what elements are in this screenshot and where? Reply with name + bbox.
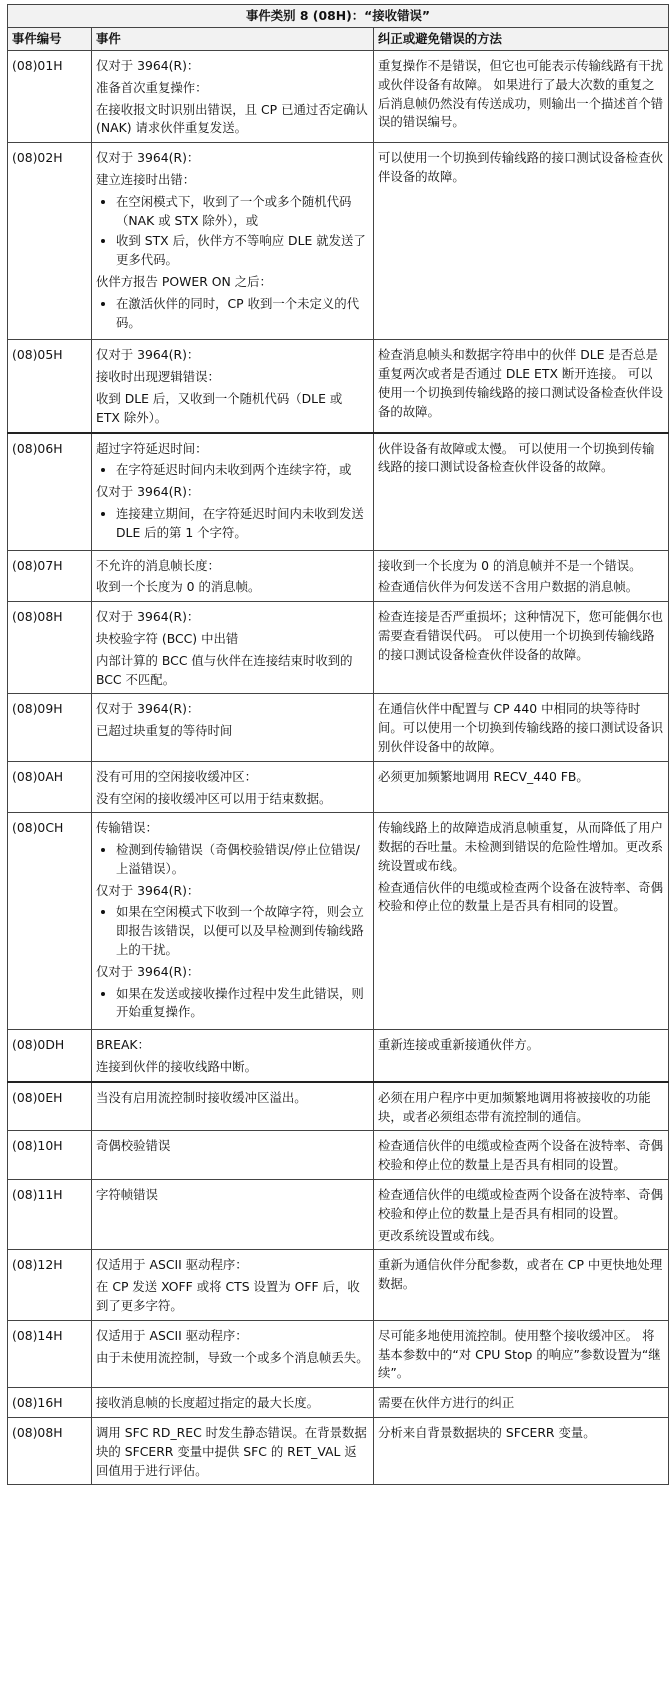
bullet-list <box>96 985 369 1023</box>
cell-paragraph: 更改系统设置或布线。 <box>378 1227 502 1243</box>
cell-paragraph: 传输线路上的故障造成消息帧重复，从而降低了用户数据的吞吐量。未检测到错误的危险性增加。更改系统设置或布线。 <box>378 820 663 873</box>
cell-paragraph: 可以使用一个切换到传输线路的接口测试设备检查伙伴设备的故障。 <box>378 150 663 184</box>
event-number-cell: (08)05H <box>8 340 92 433</box>
cell-paragraph: 仅对于 3964(R)： <box>96 484 200 500</box>
cell-paragraph: 在通信伙伴中配置与 CP 440 中相同的块等待时间。可以使用一个切换到传输线路的接口测试设备识别伙伴设备中的故障。 <box>378 701 663 754</box>
remedy-cell <box>374 1030 669 1082</box>
bullet-list <box>96 505 369 543</box>
bullet-list <box>96 841 369 879</box>
remedy-cell <box>374 433 669 550</box>
remedy-cell <box>374 602 669 694</box>
cell-paragraph: 没有空闲的接收缓冲区可以用于结束数据。 <box>96 790 332 806</box>
event-number-cell: (08)01H <box>8 51 92 143</box>
remedy-cell <box>374 1180 669 1250</box>
event-cell <box>92 550 374 602</box>
cell-paragraph: 收到 DLE 后，又收到一个随机代码（DLE 或 ETX 除外）。 <box>96 390 343 425</box>
cell-paragraph: 不允许的消息帧长度： <box>96 557 220 573</box>
cell-paragraph: 需要在伙伴方进行的纠正 <box>378 1395 515 1411</box>
table-body <box>8 51 669 1485</box>
table-row <box>8 694 669 761</box>
table-row <box>8 51 669 143</box>
cell-paragraph: 收到一个长度为 0 的消息帧。 <box>96 579 261 595</box>
cell-paragraph: 检查消息帧头和数据字符串中的伙伴 DLE 是否总是重复两次或者是否通过 DLE ETX 断开连接。 可以使用一个切换到传输线路的接口测试设备检查伙伴设备的故障。 <box>378 347 663 419</box>
event-number-cell: (08)10H <box>8 1131 92 1180</box>
cell-paragraph: 当没有启用流控制时接收缓冲区溢出。 <box>96 1089 307 1105</box>
cell-paragraph: 检查通信伙伴的电缆或检查两个设备在波特率、奇偶校验和停止位的数量上是否具有相同的设置。 <box>378 879 663 914</box>
event-cell <box>92 433 374 550</box>
bullet-item: • 在空闲模式下，收到了一个或多个随机代码（NAK 或 STX 除外），或 <box>116 193 369 231</box>
cell-paragraph: 仅对于 3964(R)： <box>96 882 200 898</box>
event-cell <box>92 1250 374 1320</box>
cell-paragraph: 在接收报文时识别出错误，且 CP 已通过否定确认 (NAK) 请求伙伴重复发送。 <box>96 101 368 136</box>
event-cell <box>92 143 374 340</box>
cell-paragraph: 检查通信伙伴为何发送不含用户数据的消息帧。 <box>378 579 639 595</box>
remedy-cell <box>374 1131 669 1180</box>
table-title: 事件类别 8 (08H)：“接收错误” <box>8 5 669 28</box>
cell-paragraph: 接收消息帧的长度超过指定的最大长度。 <box>96 1395 320 1411</box>
event-cell <box>92 1320 374 1387</box>
remedy-cell <box>374 761 669 813</box>
table-row <box>8 340 669 433</box>
cell-paragraph: 已超过块重复的等待时间 <box>96 723 233 739</box>
cell-paragraph: 伙伴方报告 POWER ON 之后： <box>96 273 272 289</box>
table-row <box>8 1180 669 1250</box>
cell-paragraph: 必须在用户程序中更加频繁地调用将被接收的功能块，或者必须组态带有流控制的通信。 <box>378 1089 651 1124</box>
event-number-cell: (08)14H <box>8 1320 92 1387</box>
event-number-cell: (08)0AH <box>8 761 92 813</box>
remedy-cell <box>374 51 669 143</box>
error-table-container <box>7 4 668 1485</box>
cell-paragraph: BREAK： <box>96 1037 150 1053</box>
cell-paragraph: 连接到伙伴的接收线路中断。 <box>96 1059 258 1075</box>
event-cell <box>92 813 374 1030</box>
event-cell <box>92 1131 374 1180</box>
table-row <box>8 813 669 1030</box>
cell-paragraph: 没有可用的空闲接收缓冲区： <box>96 768 258 784</box>
bullet-list <box>96 193 369 270</box>
cell-paragraph: 尽可能多地使用流控制。使用整个接收缓冲区。 将基本参数中的“对 CPU Stop 的响应”参数设置为“继续”。 <box>378 1327 661 1381</box>
cell-paragraph: 重新为通信伙伴分配参数，或者在 CP 中更快地处理数据。 <box>378 1257 663 1292</box>
cell-paragraph: 分析来自背景数据块的 SFCERR 变量。 <box>378 1425 596 1441</box>
table-row <box>8 761 669 813</box>
event-number-cell: (08)0EH <box>8 1082 92 1131</box>
header-event: 事件 <box>92 28 374 51</box>
cell-paragraph: 接收时出现逻辑错误： <box>96 369 220 385</box>
remedy-cell <box>374 1250 669 1320</box>
table-header-row <box>8 28 669 51</box>
remedy-cell <box>374 1082 669 1131</box>
event-cell <box>92 51 374 143</box>
event-number-cell: (08)07H <box>8 550 92 602</box>
bullet-item: • 如果在发送或接收操作过程中发生此错误，则开始重复操作。 <box>116 985 369 1023</box>
cell-paragraph: 必须更加频繁地调用 RECV_440 FB。 <box>378 768 589 784</box>
event-cell <box>92 1030 374 1082</box>
table-title-row <box>8 5 669 28</box>
table-row <box>8 1082 669 1131</box>
cell-paragraph: 仅对于 3964(R)： <box>96 701 200 717</box>
table-row <box>8 1388 669 1418</box>
event-number-cell: (08)16H <box>8 1388 92 1418</box>
table-row <box>8 1250 669 1320</box>
cell-paragraph: 准备首次重复操作： <box>96 79 208 95</box>
event-number-cell: (08)06H <box>8 433 92 550</box>
event-number-cell: (08)08H <box>8 602 92 694</box>
event-number-cell: (08)11H <box>8 1180 92 1250</box>
cell-paragraph: 重复操作不是错误，但它也可能表示传输线路有干扰或伙伴设备有故障。 如果进行了最大次数的重复之后消息帧仍然没有传送成功，则输出一个描述首个错误的错误编号。 <box>378 58 663 130</box>
bullet-list <box>96 903 369 959</box>
cell-paragraph: 建立连接时出错： <box>96 171 196 187</box>
event-cell <box>92 1388 374 1418</box>
cell-paragraph: 仅适用于 ASCII 驱动程序： <box>96 1257 248 1273</box>
table-row <box>8 550 669 602</box>
event-number-cell: (08)0DH <box>8 1030 92 1082</box>
remedy-cell <box>374 143 669 340</box>
cell-paragraph: 仅对于 3964(R)： <box>96 609 200 625</box>
cell-paragraph: 仅对于 3964(R)： <box>96 58 200 73</box>
event-number-cell: (08)02H <box>8 143 92 340</box>
remedy-cell <box>374 1388 669 1418</box>
event-cell <box>92 761 374 813</box>
table-row <box>8 1320 669 1387</box>
bullet-item: • 连接建立期间，在字符延迟时间内未收到发送 DLE 后的第 1 个字符。 <box>116 505 369 543</box>
table-row <box>8 433 669 550</box>
cell-paragraph: 块校验字符 (BCC) 中出错 <box>96 630 239 646</box>
remedy-cell <box>374 550 669 602</box>
bullet-item: • 在字符延迟时间内未收到两个连续字符，或 <box>116 461 369 480</box>
bullet-list <box>96 295 369 333</box>
header-remedy: 纠正或避免错误的方法 <box>374 28 669 51</box>
receive-error-table <box>7 4 669 1485</box>
cell-paragraph: 仅对于 3964(R)： <box>96 347 200 363</box>
event-cell <box>92 1082 374 1131</box>
cell-paragraph: 仅适用于 ASCII 驱动程序： <box>96 1327 248 1343</box>
event-number-cell: (08)12H <box>8 1250 92 1320</box>
event-cell <box>92 602 374 694</box>
bullet-list <box>96 461 369 480</box>
cell-paragraph: 检查连接是否严重损坏；这种情况下，您可能偶尔也需要查看错误代码。 可以使用一个切换到传输线路的接口测试设备检查伙伴设备的故障。 <box>378 609 663 662</box>
bullet-item: • 在激活伙伴的同时，CP 收到一个未定义的代码。 <box>116 295 369 333</box>
event-number-cell: (08)08H <box>8 1418 92 1485</box>
cell-paragraph: 重新连接或重新接通伙伴方。 <box>378 1037 540 1053</box>
cell-paragraph: 检查通信伙伴的电缆或检查两个设备在波特率、奇偶校验和停止位的数量上是否具有相同的设置。 <box>378 1187 663 1221</box>
cell-paragraph: 奇偶校验错误 <box>96 1138 171 1154</box>
bullet-item: • 收到 STX 后，伙伴方不等响应 DLE 就发送了更多代码。 <box>116 232 369 270</box>
cell-paragraph: 传输错误： <box>96 820 158 836</box>
cell-paragraph: 检查通信伙伴的电缆或检查两个设备在波特率、奇偶校验和停止位的数量上是否具有相同的设置。 <box>378 1138 663 1173</box>
table-row <box>8 1030 669 1082</box>
table-row <box>8 1418 669 1485</box>
cell-paragraph: 仅对于 3964(R)： <box>96 963 200 979</box>
event-number-cell: (08)09H <box>8 694 92 761</box>
event-cell <box>92 1418 374 1485</box>
event-cell <box>92 340 374 433</box>
cell-paragraph: 由于未使用流控制，导致一个或多个消息帧丢失。 <box>96 1349 369 1365</box>
remedy-cell <box>374 694 669 761</box>
table-row <box>8 602 669 694</box>
cell-paragraph: 伙伴设备有故障或太慢。 可以使用一个切换到传输线路的接口测试设备检查伙伴设备的故障。 <box>378 440 655 475</box>
cell-paragraph: 仅对于 3964(R)： <box>96 150 200 166</box>
event-cell <box>92 1180 374 1250</box>
remedy-cell <box>374 1418 669 1485</box>
event-cell <box>92 694 374 761</box>
cell-paragraph: 调用 SFC RD_REC 时发生静态错误。在背景数据块的 SFCERR 变量中提供 SFC 的 RET_VAL 返回值用于进行评估。 <box>96 1425 367 1478</box>
bullet-item: • 如果在空闲模式下收到一个故障字符，则会立即报告该错误，以便可以及早检测到传输线路上的干扰。 <box>116 903 369 959</box>
header-event-number: 事件编号 <box>8 28 92 51</box>
table-row <box>8 1131 669 1180</box>
remedy-cell <box>374 813 669 1030</box>
remedy-cell <box>374 340 669 433</box>
event-number-cell: (08)0CH <box>8 813 92 1030</box>
cell-paragraph: 字符帧错误 <box>96 1187 158 1203</box>
table-row <box>8 143 669 340</box>
bullet-item: • 检测到传输错误（奇偶校验错误/停止位错误/上溢错误）。 <box>116 841 369 879</box>
cell-paragraph: 接收到一个长度为 0 的消息帧并不是一个错误。 <box>378 557 642 573</box>
cell-paragraph: 内部计算的 BCC 值与伙伴在连接结束时收到的 BCC 不匹配。 <box>96 652 353 687</box>
remedy-cell <box>374 1320 669 1387</box>
cell-paragraph: 超过字符延迟时间： <box>96 440 208 456</box>
cell-paragraph: 在 CP 发送 XOFF 或将 CTS 设置为 OFF 后，收到了更多字符。 <box>96 1279 360 1314</box>
